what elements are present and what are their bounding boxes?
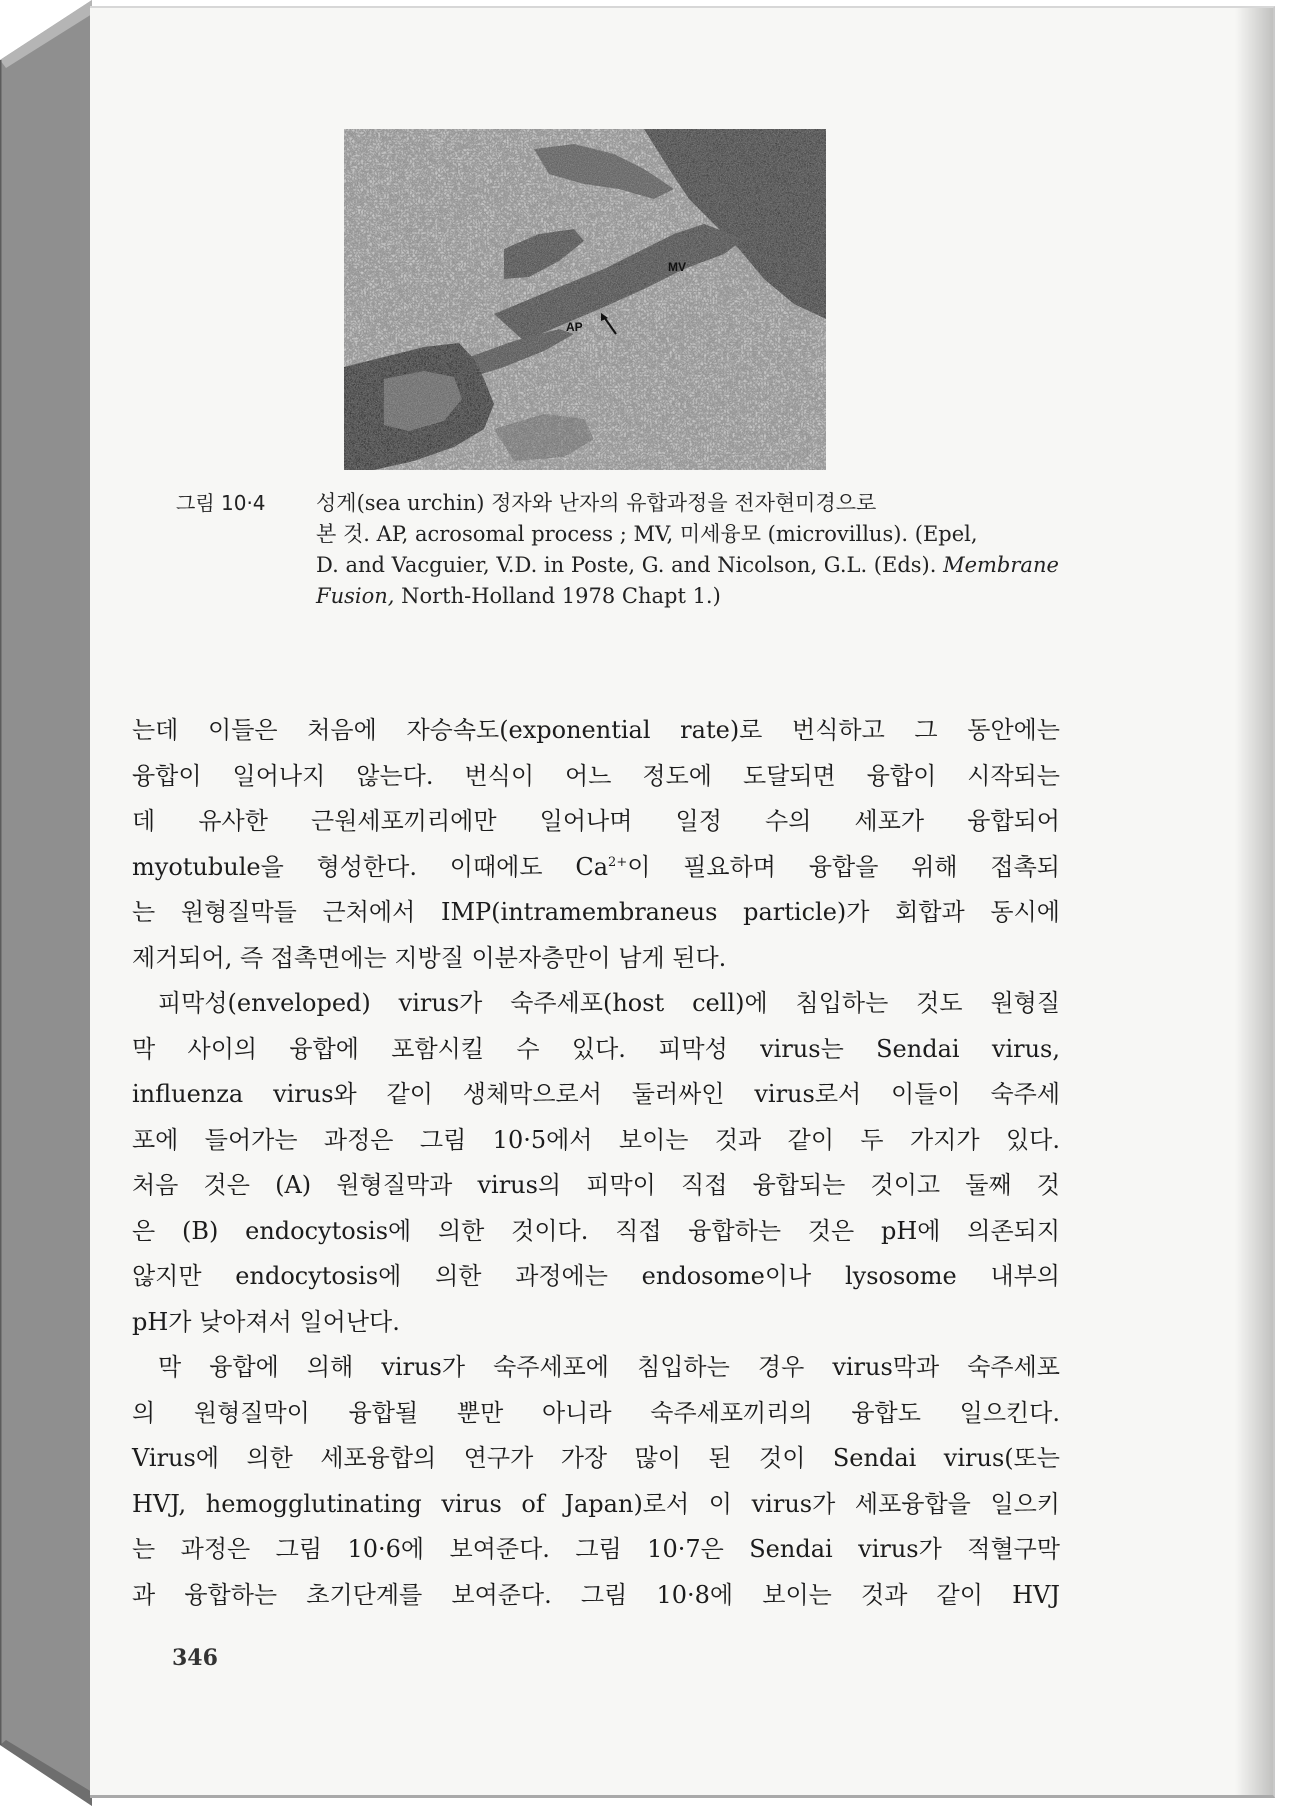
caption-figure-label: 그림 10·4: [176, 491, 266, 515]
text-line: 은 (B) endocytosis에 의한 것이다. 직접 융합하는 것은 pH에 의존되지: [132, 1216, 1060, 1245]
text-line: pH가 낮아져서 일어난다.: [132, 1307, 400, 1336]
text-line: 포에 들어가는 과정은 그림 10·5에서 보이는 것과 같이 두 가지가 있다.: [132, 1125, 1060, 1154]
micrograph-label-ap: AP: [566, 320, 583, 334]
micrograph-label-mv: MV: [668, 260, 686, 274]
caption-line-4: Fusion, North-Holland 1978 Chapt 1.): [316, 584, 721, 608]
caption-line-2: 본 것. AP, acrosomal process ; MV, 미세융모 (microvillus). (Epel,: [316, 522, 978, 546]
text-line: 는데 이들은 처음에 자승속도(exponential rate)로 번식하고 그 동안에는: [132, 716, 1060, 744]
text-line: HVJ, hemogglutinating virus of Japan)로서 이 virus가 세포융합을 일으키: [132, 1489, 1060, 1518]
text-line: 의 원형질막이 융합될 뿐만 아니라 숙주세포끼리의 융합도 일으킨다.: [132, 1398, 1060, 1427]
body-text: [132, 708, 1060, 1618]
text-line: 과 융합하는 초기단계를 보여준다. 그림 10·8에 보이는 것과 같이 HVJ: [132, 1580, 1060, 1609]
text-line: 막 사이의 융합에 포함시킬 수 있다. 피막성 virus는 Sendai virus,: [132, 1034, 1060, 1063]
micrograph-image: [344, 129, 826, 470]
text-line: myotubule을 형성한다. 이때에도 $Ca^{2+}$이 필요하며 융합을 위해 접촉되: [132, 852, 1060, 881]
text-line: Virus에 의한 세포융합의 연구가 가장 많이 된 것이 Sendai virus(또는: [132, 1444, 1060, 1472]
text-line: 않지만 endocytosis에 의한 과정에는 endosome이나 lysosome 내부의: [132, 1262, 1060, 1290]
text-line: 제거되어, 즉 접촉면에는 지방질 이분자층만이 남게 된다.: [132, 943, 727, 972]
page-number: 346: [172, 1645, 218, 1671]
caption-line-3: D. and Vacguier, V.D. in Poste, G. and Nicolson, G.L. (Eds). Membrane: [316, 553, 1059, 577]
text-line: 융합이 일어나지 않는다. 번식이 어느 정도에 도달되면 융합이 시작되는: [132, 761, 1060, 790]
text-line: 피막성(enveloped) virus가 숙주세포(host cell)에 침입하는 것도 원형질: [158, 989, 1060, 1017]
electron-micrograph: [344, 129, 826, 470]
text-line: influenza virus와 같이 생체막으로서 둘러싸인 virus로서 이들이 숙주세: [132, 1080, 1060, 1108]
book-spine: [0, 0, 92, 1806]
text-line: 는 과정은 그림 10·6에 보여준다. 그림 10·7은 Sendai virus가 적혈구막: [132, 1535, 1060, 1563]
text-line: 막 융합에 의해 virus가 숙주세포에 침입하는 경우 virus막과 숙주세포: [158, 1353, 1060, 1381]
figure-caption: [176, 488, 1059, 612]
text-line: 데 유사한 근원세포끼리에만 일어나며 일정 수의 세포가 융합되어: [132, 807, 1060, 835]
page-edge-shadow: [1235, 8, 1273, 1795]
text-line: 는 원형질막들 근처에서 IMP(intramembraneus particle)가 회합과 동시에: [132, 898, 1060, 926]
caption-line-1: 그림 10·4 성게(sea urchin) 정자와 난자의 유합과정을 전자현미경으로: [176, 488, 1036, 519]
text-line: 처음 것은 (A) 원형질막과 virus의 피막이 직접 융합되는 것이고 둘째 것: [132, 1171, 1060, 1199]
